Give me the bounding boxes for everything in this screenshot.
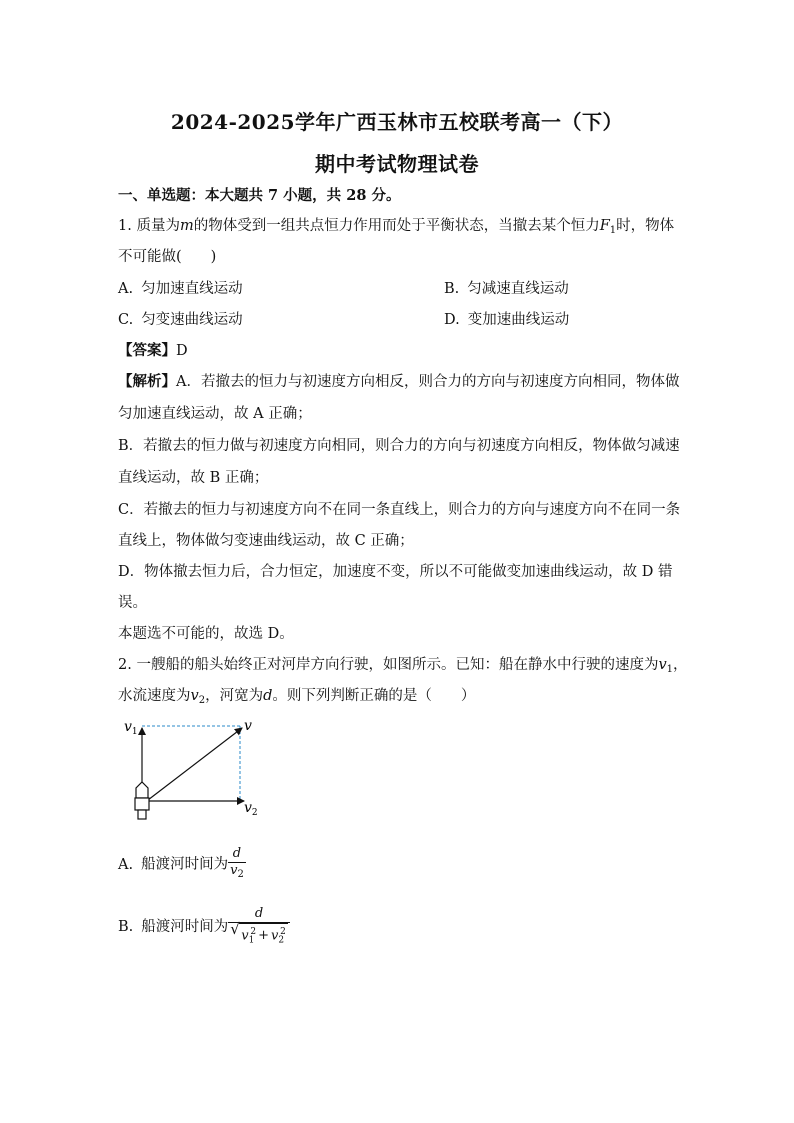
fraction-numerator: d — [232, 846, 242, 861]
analysis-text: A．若撤去的恒力与初速度方向相反，则合力的方向与初速度方向相同，物体做 — [176, 374, 680, 390]
q2-var-v1-sub: 1 — [666, 664, 674, 675]
option-text: 匀变速曲线运动 — [141, 312, 243, 328]
q1-analysis-line: D．物体撤去恒力后，合力恒定，加速度不变，所以不可能做变加速曲线运动，故 D 错 — [118, 564, 673, 580]
label-v1: $v_1$ — [124, 719, 138, 737]
q1-var-F-sub: 1 — [609, 225, 617, 236]
answer-value: D — [176, 343, 188, 359]
q2-stem-text: 水流速度为 — [118, 688, 191, 704]
q2-stem-text: 2. 一艘船的船头始终正对河岸方向行驶，如图所示。已知：船在静水中行驶的速度为 — [118, 657, 659, 673]
option-text: 匀减速直线运动 — [467, 281, 569, 297]
q1-analysis-line: 直线上，物体做匀变速曲线运动，故 C 正确； — [118, 533, 414, 549]
q2-stem-line1 — [118, 655, 688, 680]
option-label: C. — [118, 312, 134, 328]
q2-var-d: d — [263, 688, 273, 704]
option-label: A. — [118, 856, 134, 873]
q1-analysis-line: C．若撤去的恒力与初速度方向不在同一条直线上，则合力的方向与速度方向不在同一条 — [118, 502, 681, 518]
boat-icon — [135, 782, 149, 819]
option-text: 船渡河时间为 — [141, 919, 229, 936]
q1-analysis-line: 误。 — [118, 595, 147, 611]
q1-option-c — [118, 310, 243, 330]
exam-title-line2: 期中考试物理试卷 — [315, 152, 479, 176]
option-label: A. — [118, 281, 134, 297]
q1-analysis-line: 匀加速直线运动，故 A 正确； — [118, 406, 312, 422]
q2-option-b — [118, 906, 290, 948]
option-text: 船渡河时间为 — [141, 856, 229, 873]
q2-stem-text: ，河宽为 — [205, 688, 264, 704]
sqrt-expression: √ $v_1^2 + v_2^2$ — [230, 923, 288, 948]
velocity-diagram — [118, 712, 278, 830]
fraction-denominator — [228, 922, 290, 948]
q2-stem-text: 。则下列判断正确的是（ ） — [272, 688, 476, 704]
q1-stem-text: 1. 质量为 — [118, 218, 180, 234]
q1-analysis-line: B．若撤去的恒力做与初速度方向相同，则合力的方向与初速度方向相反，物体做匀减速 — [118, 438, 680, 454]
q2-stem-text: ， — [673, 657, 688, 673]
q1-option-b — [444, 279, 569, 299]
q2-var-v2-sub: 2 — [198, 695, 206, 706]
answer-tag: 【答案】 — [118, 342, 176, 359]
option-label: D. — [444, 312, 460, 328]
q1-analysis-line1 — [118, 372, 679, 392]
q1-stem-text: 的物体受到一组共点恒力作用而处于平衡状态，当撤去某个恒力 — [193, 218, 600, 234]
option-text: 变加速曲线运动 — [467, 312, 570, 328]
exam-title-line1: 2024-2025学年广西玉林市五校联考高一（下） — [170, 110, 624, 134]
q1-analysis-line: 本题选不可能的，故选 D。 — [118, 626, 294, 642]
q1-stem-line1 — [118, 216, 674, 241]
fraction-d-over-sqrt — [228, 906, 290, 948]
q1-answer — [118, 341, 188, 361]
q1-var-m: m — [179, 218, 194, 234]
q2-stem-line2 — [118, 686, 475, 711]
q1-option-d — [444, 310, 569, 330]
analysis-tag: 【解析】 — [118, 373, 176, 390]
fraction-denominator: $v_2$ — [228, 862, 246, 883]
q2-option-a — [118, 846, 246, 883]
section-heading: 一、单选题：本大题共 7 小题，共 28 分。 — [118, 187, 401, 204]
q1-analysis-line: 直线运动，故 B 正确； — [118, 470, 269, 486]
q2-var-v1: v — [658, 657, 667, 673]
option-text: 匀加速直线运动 — [141, 281, 243, 297]
fraction-numerator: d — [254, 906, 264, 921]
v-resultant-arrow — [148, 728, 242, 800]
q2-var-v2: v — [190, 688, 199, 704]
fraction-d-over-v2 — [228, 846, 246, 883]
q1-var-F: F — [599, 218, 610, 234]
option-label: B. — [444, 281, 460, 297]
q1-stem-text: 时，物体 — [616, 218, 675, 234]
q1-option-a — [118, 279, 243, 299]
option-label: B. — [118, 919, 134, 936]
label-v2: $v_2$ — [244, 800, 258, 818]
q1-stem-line2: 不可能做( ) — [118, 249, 217, 265]
label-v: v — [244, 718, 252, 734]
